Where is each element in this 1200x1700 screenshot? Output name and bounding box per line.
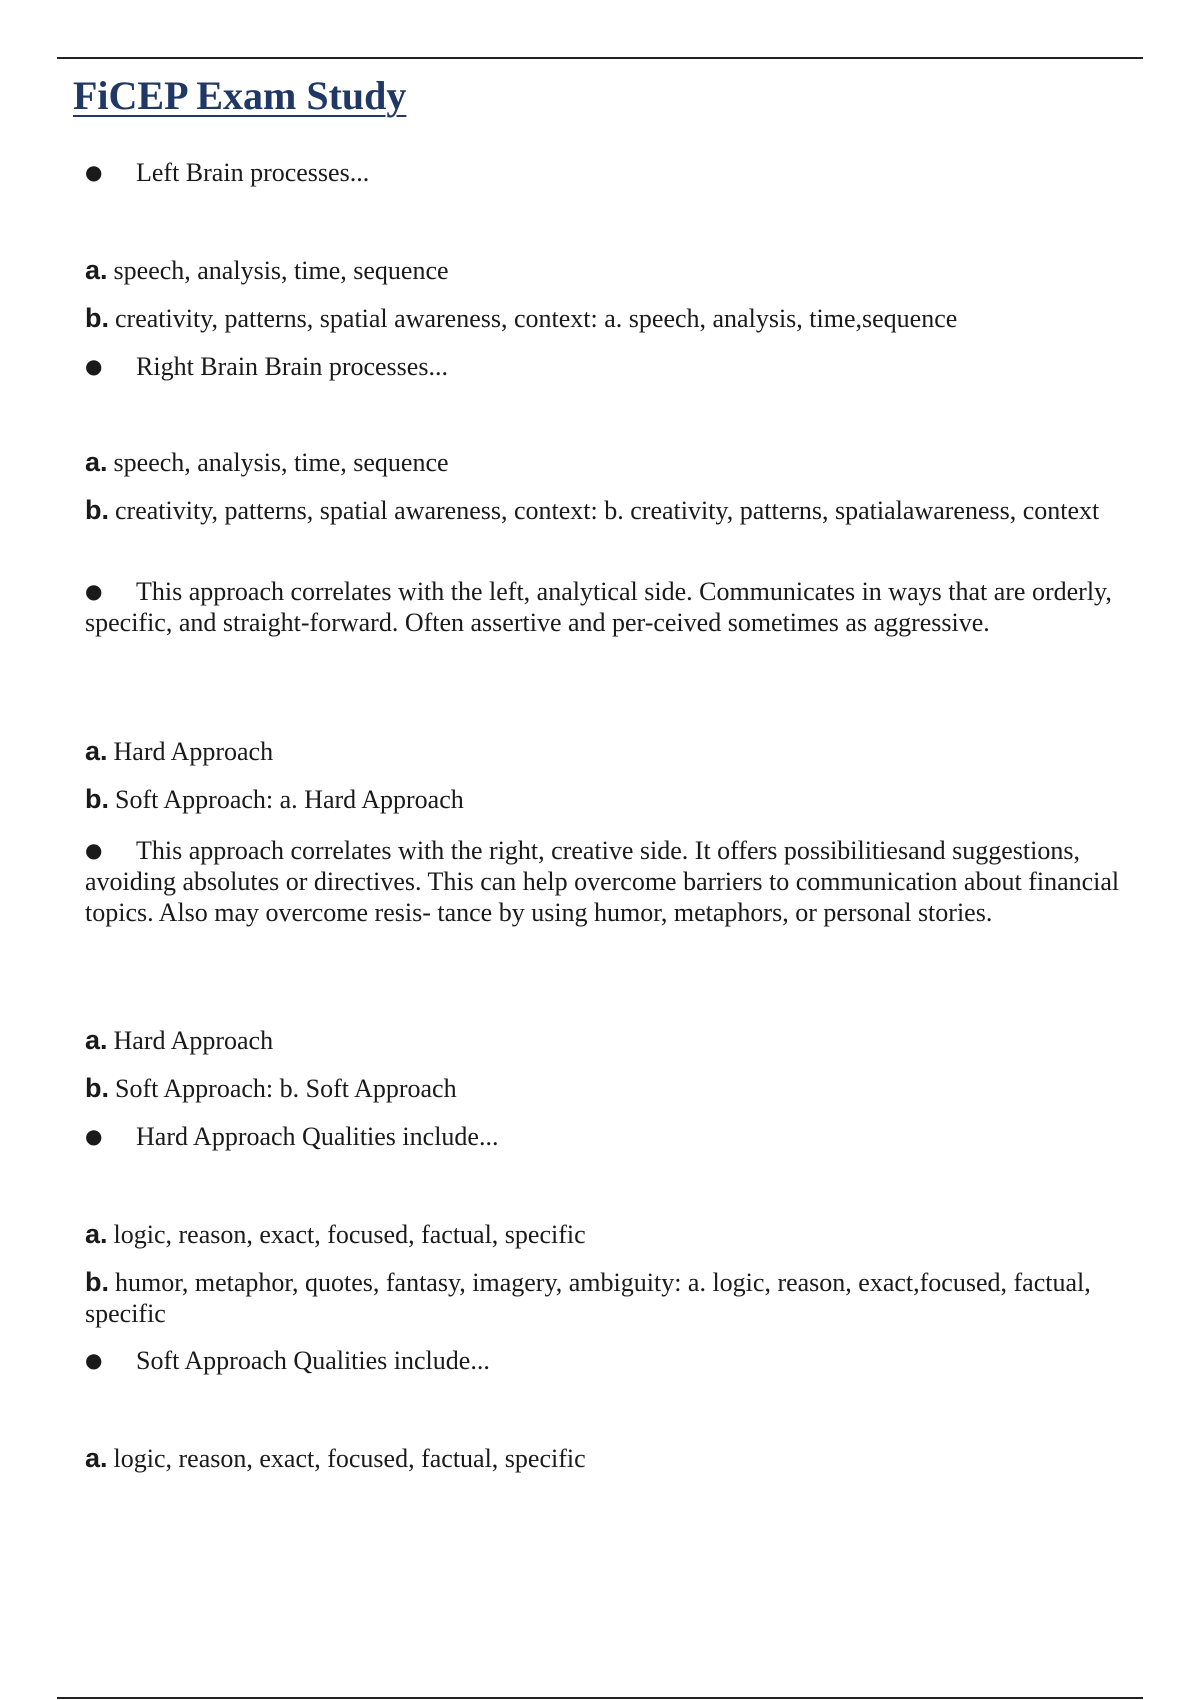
bullet-icon: ● — [85, 1348, 103, 1372]
answer-option — [85, 1025, 1145, 1056]
option-letter: b. — [85, 1267, 109, 1297]
option-text: Soft Approach: a. Hard Approach — [115, 785, 464, 814]
option-text: speech, analysis, time, sequence — [113, 256, 449, 285]
answer-option — [85, 495, 1145, 526]
question-prompt — [85, 835, 1145, 928]
answer-option — [85, 447, 1145, 478]
question-prompt — [85, 1345, 1145, 1376]
bullet-icon: ● — [85, 838, 103, 862]
question-text: This approach correlates with the right, creative side. It offers possibilitiesand suggestions, avoiding absolutes or directives. This can help overcome barriers to communication about financial topics. Also may overcome resis- tance by using humor, metaphors, or personal stories. — [85, 836, 1120, 927]
answer-option — [85, 1219, 1145, 1250]
question-text: This approach correlates with the left, analytical side. Communicates in ways that are orderly, specific, and straight-forward. Often assertive and per-ceived sometimes as aggressive. — [85, 577, 1112, 637]
option-letter: a. — [85, 736, 108, 766]
option-text: Soft Approach: b. Soft Approach — [115, 1074, 457, 1103]
question-prompt — [85, 351, 1145, 382]
option-letter: b. — [85, 495, 109, 525]
option-text: humor, metaphor, quotes, fantasy, imagery, ambiguity: a. logic, reason, exact,focused, factual, specific — [85, 1268, 1091, 1328]
option-text: creativity, patterns, spatial awareness, context: b. creativity, patterns, spatialawareness, context — [115, 496, 1100, 525]
option-text: logic, reason, exact, focused, factual, specific — [113, 1220, 586, 1249]
bullet-icon: ● — [85, 354, 103, 378]
option-text: speech, analysis, time, sequence — [113, 448, 449, 477]
option-letter: a. — [85, 447, 108, 477]
answer-option — [85, 255, 1145, 286]
question-text: Soft Approach Qualities include... — [136, 1346, 490, 1375]
page-title: FiCEP Exam Study — [73, 73, 407, 118]
question-text: Left Brain processes... — [136, 158, 370, 187]
option-letter: b. — [85, 1073, 109, 1103]
option-text: logic, reason, exact, focused, factual, specific — [113, 1444, 586, 1473]
option-letter: b. — [85, 784, 109, 814]
answer-option — [85, 1267, 1145, 1329]
bullet-icon: ● — [85, 579, 103, 603]
answer-option — [85, 736, 1145, 767]
answer-option — [85, 1443, 1145, 1474]
option-text: creativity, patterns, spatial awareness, context: a. speech, analysis, time,sequence — [115, 304, 958, 333]
question-text: Right Brain Brain processes... — [136, 352, 448, 381]
top-rule — [57, 57, 1143, 59]
option-letter: a. — [85, 1219, 108, 1249]
answer-option — [85, 784, 1145, 815]
bottom-rule — [57, 1697, 1143, 1699]
answer-option — [85, 1073, 1145, 1104]
answer-option — [85, 303, 1145, 334]
question-prompt — [85, 1121, 1145, 1152]
bullet-icon: ● — [85, 160, 103, 184]
question-prompt — [85, 576, 1145, 638]
option-text: Hard Approach — [113, 737, 274, 766]
option-letter: a. — [85, 255, 108, 285]
question-text: Hard Approach Qualities include... — [136, 1122, 499, 1151]
option-letter: a. — [85, 1443, 108, 1473]
bullet-icon: ● — [85, 1124, 103, 1148]
option-letter: b. — [85, 303, 109, 333]
option-text: Hard Approach — [113, 1026, 274, 1055]
option-letter: a. — [85, 1025, 108, 1055]
question-prompt — [85, 157, 1145, 188]
